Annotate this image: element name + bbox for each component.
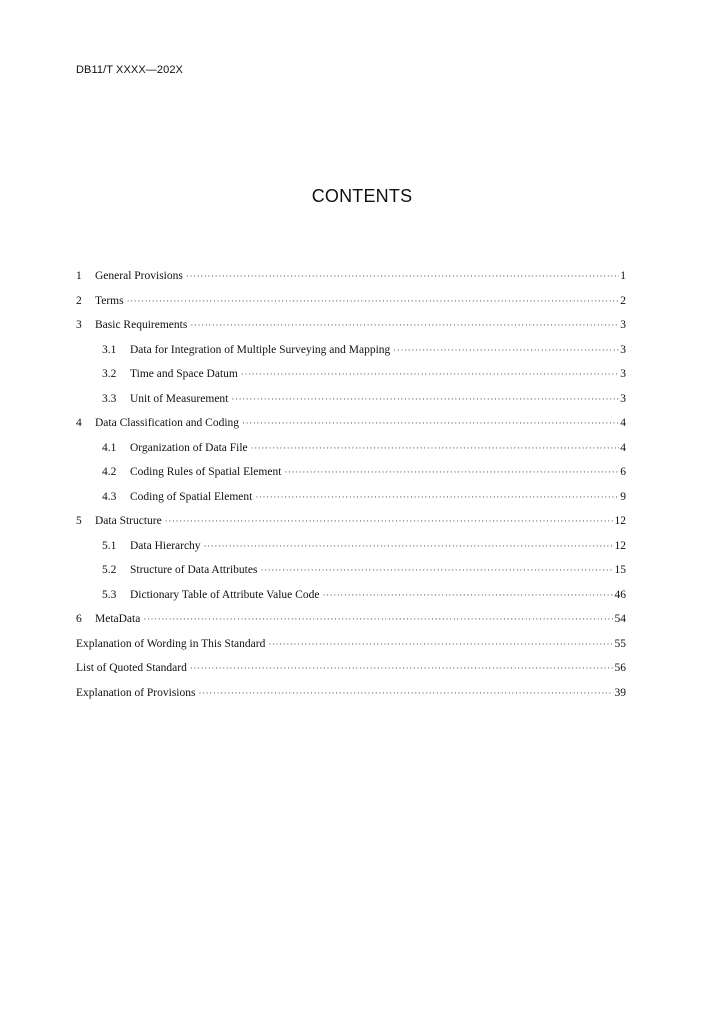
toc-section-entry[interactable] bbox=[76, 636, 626, 661]
toc-entry-label: Data Structure bbox=[95, 515, 162, 527]
toc-entry-page-number: 3 bbox=[620, 368, 626, 380]
toc-entry-page-number: 3 bbox=[620, 392, 626, 405]
toc-section-entry[interactable] bbox=[76, 611, 626, 636]
toc-entry-label: Structure of Data Attributes bbox=[130, 564, 258, 576]
toc-dot-leader bbox=[198, 685, 613, 701]
toc-entry-number: 4.3 bbox=[102, 490, 117, 503]
toc-entry-label: Unit of Measurement bbox=[130, 392, 229, 405]
toc-subsection-entry[interactable] bbox=[76, 440, 626, 465]
table-of-contents bbox=[76, 268, 626, 709]
toc-dot-leader bbox=[190, 317, 619, 333]
toc-entry-label: Coding Rules of Spatial Element bbox=[130, 466, 282, 478]
toc-subsection-entry[interactable] bbox=[76, 342, 626, 367]
toc-entry-number: 3 bbox=[76, 319, 82, 331]
toc-entry-number: 5.2 bbox=[102, 564, 117, 576]
toc-entry-label: Explanation of Provisions bbox=[76, 686, 196, 699]
toc-entry-page-number: 54 bbox=[614, 613, 626, 625]
toc-entry-number: 5.3 bbox=[102, 588, 117, 601]
toc-dot-leader bbox=[127, 293, 619, 309]
toc-entry-page-number: 55 bbox=[614, 637, 626, 650]
toc-dot-leader bbox=[186, 268, 619, 284]
toc-entry-number: 4.1 bbox=[102, 441, 117, 454]
toc-dot-leader bbox=[242, 415, 619, 431]
toc-entry-page-number: 1 bbox=[620, 270, 626, 282]
toc-entry-page-number: 12 bbox=[614, 515, 626, 527]
toc-entry-page-number: 2 bbox=[620, 294, 626, 307]
toc-section-entry[interactable] bbox=[76, 685, 626, 710]
toc-entry-number: 6 bbox=[76, 613, 82, 625]
toc-entry-label: Time and Space Datum bbox=[130, 368, 238, 380]
toc-entry-label: Data for Integration of Multiple Surveying and Mapping bbox=[130, 343, 391, 356]
toc-dot-leader bbox=[284, 464, 619, 480]
toc-entry-page-number: 4 bbox=[620, 441, 626, 454]
toc-section-entry[interactable] bbox=[76, 268, 626, 293]
toc-entry-number: 4.2 bbox=[102, 466, 117, 478]
toc-dot-leader bbox=[204, 538, 614, 554]
toc-entry-label: Data Hierarchy bbox=[130, 539, 201, 552]
toc-dot-leader bbox=[251, 440, 619, 456]
toc-entry-page-number: 46 bbox=[614, 588, 626, 601]
toc-dot-leader bbox=[241, 366, 619, 382]
toc-entry-page-number: 56 bbox=[614, 662, 626, 674]
toc-subsection-entry[interactable] bbox=[76, 587, 626, 612]
toc-entry-label: Coding of Spatial Element bbox=[130, 490, 253, 503]
toc-entry-page-number: 15 bbox=[614, 564, 626, 576]
toc-dot-leader bbox=[260, 562, 613, 578]
toc-entry-label: MetaData bbox=[95, 613, 141, 625]
toc-section-entry[interactable] bbox=[76, 513, 626, 538]
toc-entry-label: List of Quoted Standard bbox=[76, 662, 187, 674]
toc-entry-page-number: 39 bbox=[614, 686, 626, 699]
toc-subsection-entry[interactable] bbox=[76, 366, 626, 391]
toc-entry-page-number: 4 bbox=[620, 417, 626, 429]
toc-subsection-entry[interactable] bbox=[76, 464, 626, 489]
toc-dot-leader bbox=[268, 636, 613, 652]
toc-subsection-entry[interactable] bbox=[76, 489, 626, 514]
toc-entry-number: 3.3 bbox=[102, 392, 117, 405]
toc-entry-label: General Provisions bbox=[95, 270, 183, 282]
toc-subsection-entry[interactable] bbox=[76, 562, 626, 587]
toc-entry-number: 4 bbox=[76, 417, 82, 429]
contents-title: CONTENTS bbox=[311, 186, 413, 206]
toc-section-entry[interactable] bbox=[76, 660, 626, 685]
toc-entry-label: Basic Requirements bbox=[95, 319, 188, 331]
toc-entry-label: Explanation of Wording in This Standard bbox=[76, 637, 266, 650]
toc-entry-label: Terms bbox=[95, 294, 124, 307]
toc-entry-page-number: 9 bbox=[620, 490, 626, 503]
toc-entry-page-number: 3 bbox=[620, 343, 626, 356]
toc-entry-label: Data Classification and Coding bbox=[95, 417, 240, 429]
toc-entry-label: Organization of Data File bbox=[130, 441, 248, 454]
toc-entry-number: 5 bbox=[76, 515, 82, 527]
toc-dot-leader bbox=[143, 611, 613, 627]
toc-entry-page-number: 3 bbox=[620, 319, 626, 331]
toc-entry-label: Dictionary Table of Attribute Value Code bbox=[130, 588, 320, 601]
toc-subsection-entry[interactable] bbox=[76, 538, 626, 563]
toc-dot-leader bbox=[255, 489, 619, 505]
toc-subsection-entry[interactable] bbox=[76, 391, 626, 416]
toc-entry-number: 5.1 bbox=[102, 539, 117, 552]
toc-entry-page-number: 12 bbox=[614, 539, 626, 552]
toc-dot-leader bbox=[190, 660, 614, 676]
document-code-header: DB11/T XXXX—202X bbox=[76, 64, 183, 76]
toc-dot-leader bbox=[231, 391, 619, 407]
toc-section-entry[interactable] bbox=[76, 293, 626, 318]
toc-dot-leader bbox=[393, 342, 619, 358]
toc-dot-leader bbox=[322, 587, 613, 603]
toc-entry-number: 2 bbox=[76, 294, 82, 307]
toc-entry-number: 1 bbox=[76, 270, 82, 282]
toc-section-entry[interactable] bbox=[76, 415, 626, 440]
toc-entry-page-number: 6 bbox=[620, 466, 626, 478]
toc-entry-number: 3.2 bbox=[102, 368, 117, 380]
toc-entry-number: 3.1 bbox=[102, 343, 117, 356]
toc-dot-leader bbox=[165, 513, 614, 529]
toc-section-entry[interactable] bbox=[76, 317, 626, 342]
